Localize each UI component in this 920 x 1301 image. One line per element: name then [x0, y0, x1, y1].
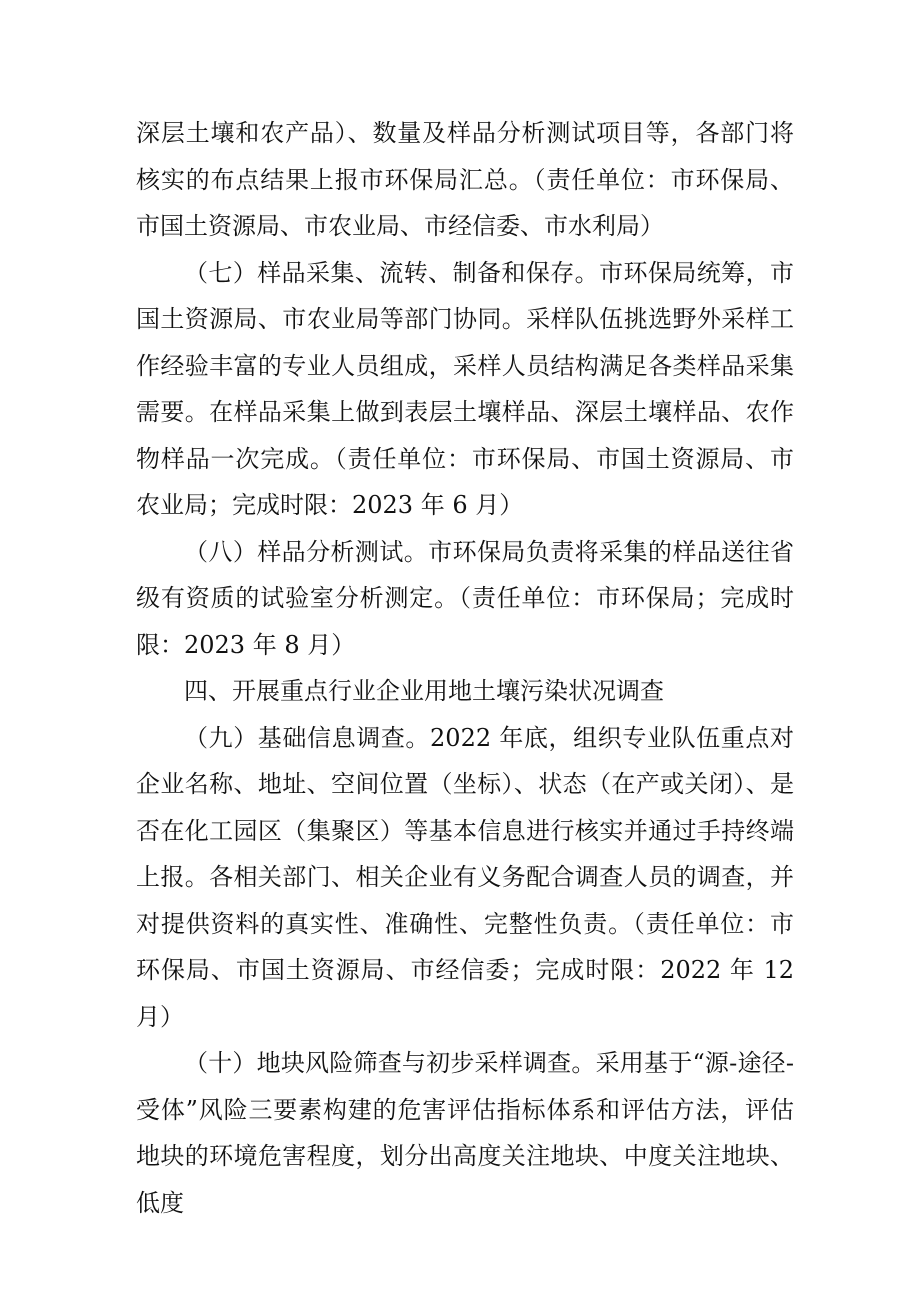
paragraph-section-7: （七）样品采集、流转、制备和保存。市环保局统筹，市国土资源局、市农业局等部门协同。采样队伍挑选野外采样工作经验丰富的专业人员组成，采样人员结构满足各类样品采集需要。在样品采集上做到表层土壤样品、深层土壤样品、农作物样品一次完成。（责任单位：市环保局、市国土资源局、市农业局；完成时限：2023 年 6 月）	[136, 258, 794, 519]
paragraph-section-10: （十）地块风险筛查与初步采样调查。采用基于“源-途径-受体”风险三要素构建的危害评估指标体系和评估方法，评估地块的环境危害程度，划分出高度关注地块、中度关注地块、低度	[136, 1049, 794, 1217]
paragraph-section-9: （九）基础信息调查。2022 年底，组织专业队伍重点对企业名称、地址、空间位置（坐标）、状态（在产或关闭）、是否在化工园区（集聚区）等基本信息进行核实并通过手持终端上报。各相关部门、相关企业有义务配合调查人员的调查，并对提供资料的真实性、准确性、完整性负责。（责任单位：市环保局、市国土资源局、市经信委；完成时限：2022 年 12 月）	[136, 723, 794, 1031]
paragraph-continued: 深层土壤和农产品）、数量及样品分析测试项目等，各部门将核实的布点结果上报市环保局汇总。（责任单位：市环保局、市国土资源局、市农业局、市经信委、市水利局）	[136, 119, 794, 240]
section-heading-4: 四、开展重点行业企业用地土壤污染状况调查	[184, 677, 664, 705]
document-body	[136, 110, 794, 1226]
paragraph-section-8: （八）样品分析测试。市环保局负责将采集的样品送往省级有资质的试验室分析测定。（责任单位：市环保局；完成时限：2023 年 8 月）	[136, 537, 794, 659]
